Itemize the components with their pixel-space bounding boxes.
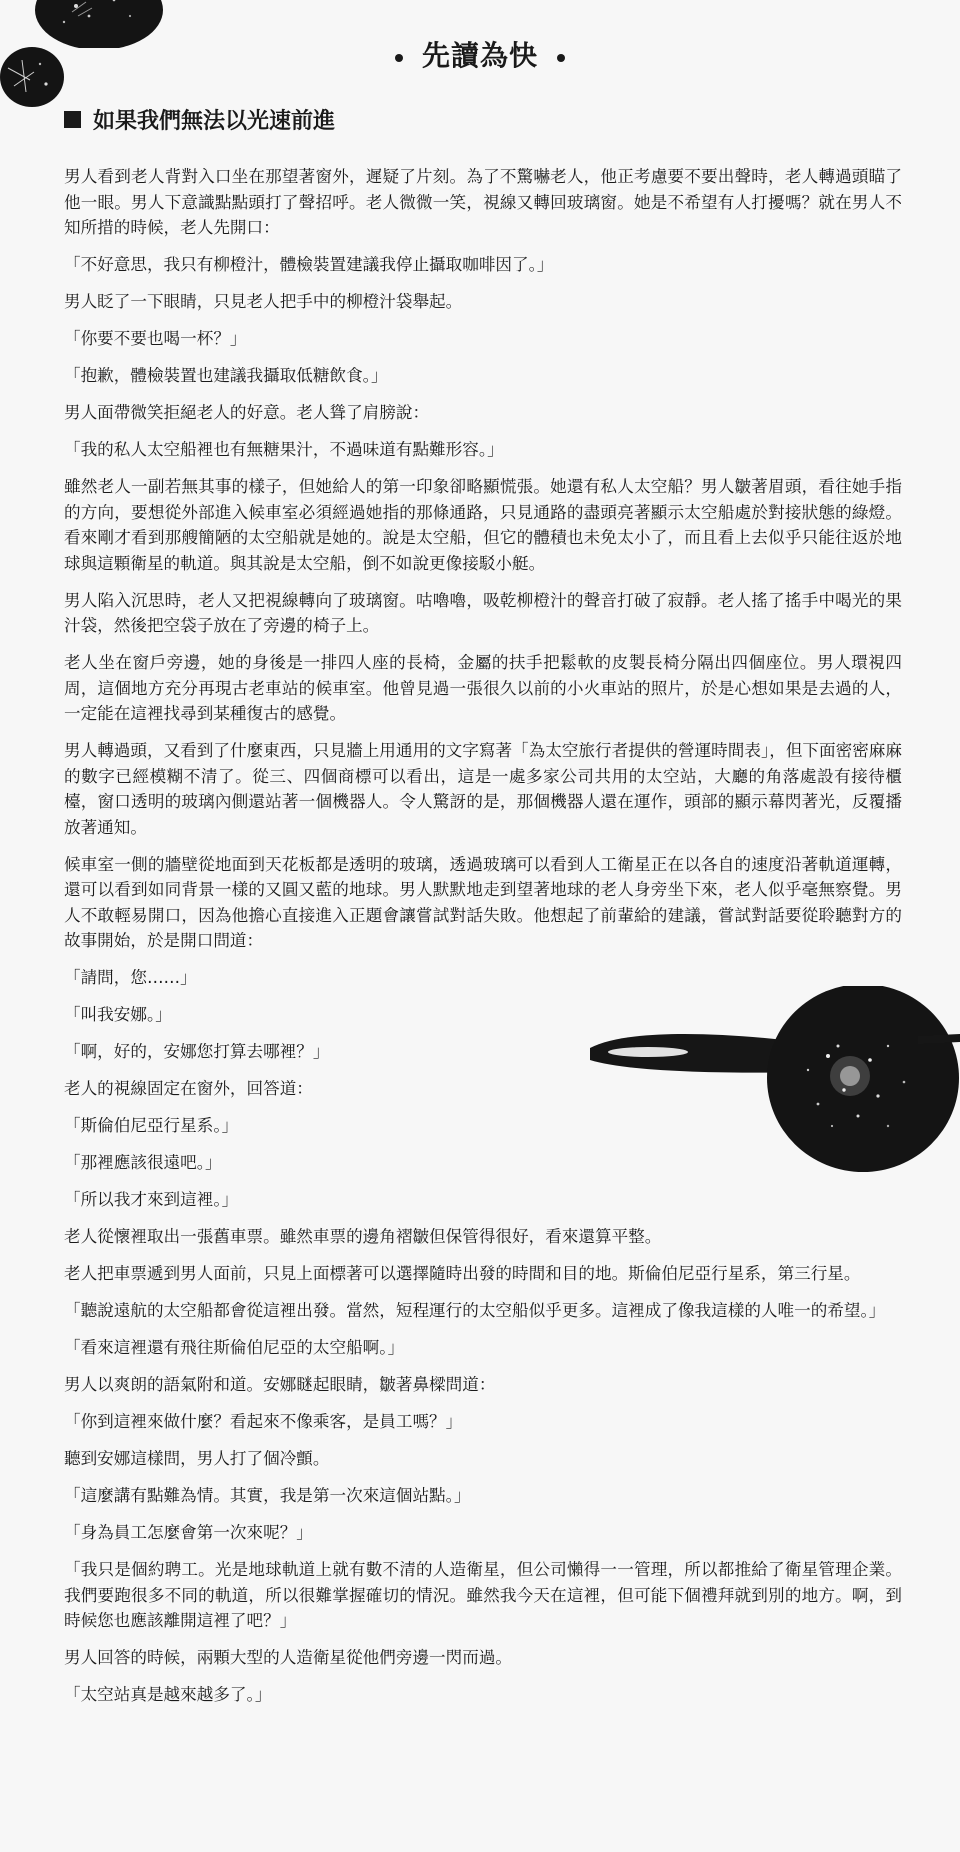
paragraph: 「不好意思，我只有柳橙汁，體檢裝置建議我停止攝取咖啡因了。」 — [64, 255, 554, 274]
paragraph: 「叫我安娜。」 — [64, 1005, 172, 1024]
header-right-dot — [557, 54, 565, 62]
paragraph: 「我的私人太空船裡也有無糖果汁，不過味道有點難形容。」 — [64, 440, 504, 459]
paragraph: 老人從懷裡取出一張舊車票。雖然車票的邊角褶皺但保管得很好，看來還算平整。 — [64, 1227, 662, 1246]
page-header — [0, 34, 960, 74]
paragraph: 「那裡應該很遠吧。」 — [64, 1153, 222, 1172]
header-title: 先讀為快 — [421, 39, 538, 72]
paragraph: 老人坐在窗戶旁邊，她的身後是一排四人座的長椅，金屬的扶手把鬆軟的皮製長椅分隔出四個座位。男人環視四周，這個地方充分再現古老車站的候車室。他曾見過一張很久以前的小火車站的照片，於是心想如果是去過的人，一定能在這裡找尋到某種復古的感覺。 — [64, 653, 902, 723]
paragraph: 男人轉過頭，又看到了什麼東西，只見牆上用通用的文字寫著「為太空旅行者提供的營運時間表」，但下面密密麻麻的數字已經模糊不清了。從三、四個商標可以看出，這是一處多家公司共用的太空站，大廳的角落處設有接待櫃檯，窗口透明的玻璃內側還站著一個機器人。令人驚訝的是，那個機器人還在運作，頭部的顯示幕閃著光，反覆播放著通知。 — [64, 741, 902, 837]
paragraph: 「身為員工怎麼會第一次來呢？」 — [64, 1523, 313, 1542]
section-title-text: 如果我們無法以光速前進 — [93, 109, 336, 134]
paragraph: 「你到這裡來做什麼？看起來不像乘客，是員工嗎？」 — [64, 1412, 463, 1431]
paragraph: 男人陷入沉思時，老人又把視線轉向了玻璃窗。咕嚕嚕，吸乾柳橙汁的聲音打破了寂靜。老人搖了搖手中喝光的果汁袋，然後把空袋子放在了旁邊的椅子上。 — [64, 590, 902, 635]
paragraph: 候車室一側的牆壁從地面到天花板都是透明的玻璃，透過玻璃可以看到人工衛星正在以各自的速度沿著軌道運轉，還可以看到如同背景一樣的又圓又藍的地球。男人默默地走到望著地球的老人身旁坐下來，老人似乎毫無察覺。男人不敢輕易開口，因為他擔心直接進入正題會讓嘗試對話失敗。他想起了前輩給的建議，嘗試對話要從聆聽對方的故事開始，於是開口問道： — [64, 854, 902, 950]
paragraph: 老人的視線固定在窗外，回答道： — [64, 1079, 313, 1098]
heading-square-marker — [64, 111, 81, 128]
paragraph: 男人面帶微笑拒絕老人的好意。老人聳了肩膀說： — [64, 403, 430, 422]
paragraph: 「這麼講有點難為情。其實，我是第一次來這個站點。」 — [64, 1486, 471, 1505]
paragraph: 「請問，您……」 — [64, 968, 197, 987]
paragraph: 男人看到老人背對入口坐在那望著窗外，遲疑了片刻。為了不驚嚇老人，他正考慮要不要出聲時，老人轉過頭瞄了他一眼。男人下意識點點頭打了聲招呼。老人微微一笑，視線又轉回玻璃窗。她是不希望有人打擾嗎？就在男人不知所措的時候，老人先開口： — [64, 167, 902, 237]
article-body — [64, 164, 902, 1719]
header-left-dot — [395, 54, 403, 62]
paragraph: 「看來這裡還有飛往斯倫伯尼亞的太空船啊。」 — [64, 1338, 405, 1357]
paragraph: 男人眨了一下眼睛，只見老人把手中的柳橙汁袋舉起。 — [64, 292, 463, 311]
paragraph: 「聽說遠航的太空船都會從這裡出發。當然，短程運行的太空船似乎更多。這裡成了像我這樣的人唯一的希望。」 — [64, 1301, 886, 1320]
paragraph: 男人以爽朗的語氣附和道。安娜瞇起眼睛，皺著鼻樑問道： — [64, 1375, 496, 1394]
paragraph: 男人回答的時候，兩顆大型的人造衛星從他們旁邊一閃而過。 — [64, 1648, 513, 1667]
paragraph: 「所以我才來到這裡。」 — [64, 1190, 239, 1209]
paragraph: 「你要不要也喝一杯？」 — [64, 329, 247, 348]
paragraph: 雖然老人一副若無其事的樣子，但她給人的第一印象卻略顯慌張。她還有私人太空船？男人皺著眉頭，看往她手指的方向，要想從外部進入候車室必須經過她指的那條通路，只見通路的盡頭亮著顯示太空船處於對接狀態的綠燈。看來剛才看到那艘簡陋的太空船就是她的。說是太空船，但它的體積也未免太小了，而且看上去似乎只能往返於地球與這顆衛星的軌道。與其說是太空船，倒不如說更像接駁小艇。 — [64, 477, 902, 573]
illustration-spacer — [602, 1004, 902, 1154]
paragraph: 「太空站真是越來越多了。」 — [64, 1685, 272, 1704]
paragraph: 「斯倫伯尼亞行星系。」 — [64, 1116, 239, 1135]
paragraph: 「我只是個約聘工。光是地球軌道上就有數不清的人造衛星，但公司懶得一一管理，所以都推給了衛星管理企業。我們要跑很多不同的軌道，所以很難掌握確切的情況。雖然我今天在這裡，但可能下個禮拜就到別的地方。啊，到時候您也應該離開這裡了吧？」 — [64, 1560, 902, 1630]
section-heading — [64, 104, 335, 135]
paragraph: 「抱歉，體檢裝置也建議我攝取低糖飲食。」 — [64, 366, 388, 385]
paragraph: 聽到安娜這樣問，男人打了個冷顫。 — [64, 1449, 330, 1468]
paragraph: 「啊，好的，安娜您打算去哪裡？」 — [64, 1042, 330, 1061]
paragraph: 老人把車票遞到男人面前，只見上面標著可以選擇隨時出發的時間和目的地。斯倫伯尼亞行星系，第三行星。 — [64, 1264, 861, 1283]
